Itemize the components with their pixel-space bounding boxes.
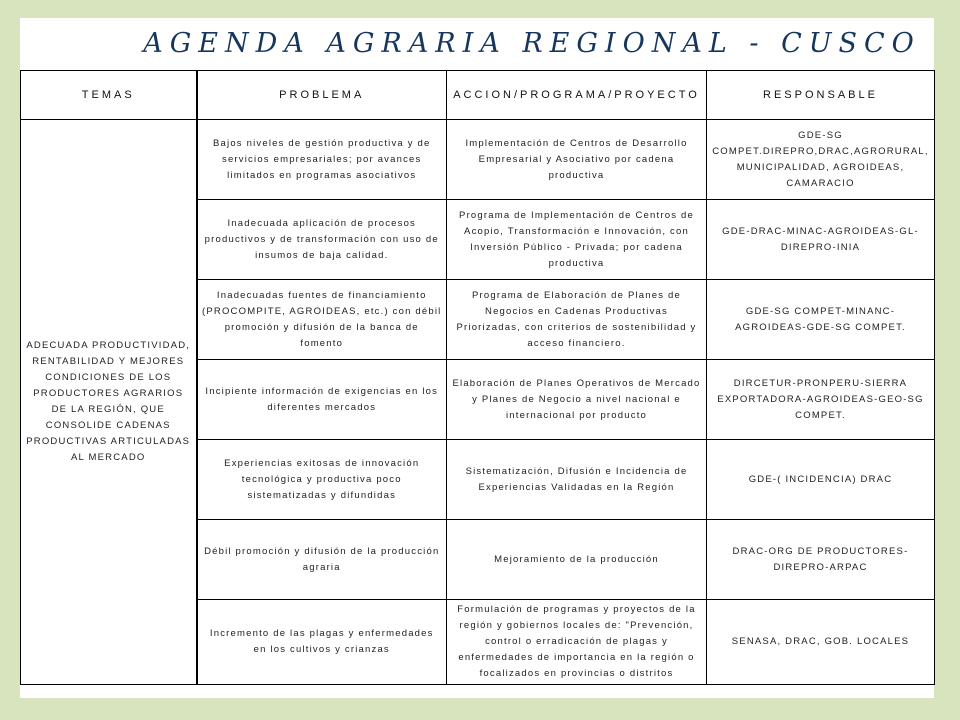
agenda-sheet [20, 18, 934, 698]
tema-cell: ADECUADA PRODUCTIVIDAD, RENTABILIDAD Y MEJORES CONDICIONES DE LOS PRODUCTORES AGRARIOS DE LA REGIÓN, QUE CONSOLIDE CADENAS PRODUCTIVAS ARTICULADAS AL MERCADO [21, 120, 197, 685]
accion-cell: Sistematización, Difusión e Incidencia de Experiencias Validadas en la Región [447, 440, 707, 520]
problema-cell: Incremento de las plagas y enfermedades en los cultivos y crianzas [197, 600, 447, 685]
accion-cell: Formulación de programas y proyectos de la región y gobiernos locales de: "Prevención, control o erradicación de plagas y enfermedades de importancia en la región o focalizados en provincias o distritos [447, 600, 707, 685]
accion-cell: Elaboración de Planes Operativos de Mercado y Planes de Negocio a nivel nacional e internacional por producto [447, 360, 707, 440]
table-row [21, 120, 935, 200]
responsable-cell: GDE-SG COMPET-MINANC-AGROIDEAS-GDE-SG COMPET. [707, 280, 935, 360]
responsable-cell: DRAC-ORG DE PRODUCTORES- DIREPRO-ARPAC [707, 520, 935, 600]
accion-cell: Implementación de Centros de Desarrollo Empresarial y Asociativo por cadena productiva [447, 120, 707, 200]
problema-cell: Inadecuadas fuentes de financiamiento (PROCOMPITE, AGROIDEAS, etc.) con débil promoción y difusión de la banca de fomento [197, 280, 447, 360]
problema-cell: Bajos niveles de gestión productiva y de servicios empresariales; por avances limitados en programas asociativos [197, 120, 447, 200]
responsable-cell: GDE-( INCIDENCIA) DRAC [707, 440, 935, 520]
responsable-cell: GDE-DRAC-MINAC-AGROIDEAS-GL-DIREPRO-INIA [707, 200, 935, 280]
header-row [21, 71, 935, 120]
header-responsable: RESPONSABLE [707, 71, 935, 120]
responsable-cell: DIRCETUR-PRONPERU-SIERRA EXPORTADORA-AGROIDEAS-GEO-SG COMPET. [707, 360, 935, 440]
header-accion: ACCION/PROGRAMA/PROYECTO [447, 71, 707, 120]
accion-cell: Programa de Implementación de Centros de Acopio, Transformación e Innovación, con Inversión Público - Privada; por cadena productiva [447, 200, 707, 280]
accion-cell: Programa de Elaboración de Planes de Negocios en Cadenas Productivas Priorizadas, con criterios de sostenibilidad y acceso financiero. [447, 280, 707, 360]
page-title: AGENDA AGRARIA REGIONAL - CUSCO [143, 28, 921, 59]
accion-cell: Mejoramiento de la producción [447, 520, 707, 600]
problema-cell: Inadecuada aplicación de procesos productivos y de transformación con uso de insumos de baja calidad. [197, 200, 447, 280]
problema-cell: Incipiente información de exigencias en los diferentes mercados [197, 360, 447, 440]
agenda-table [20, 70, 935, 685]
header-problema: PROBLEMA [197, 71, 447, 120]
responsable-cell: GDE-SG COMPET.DIREPRO,DRAC,AGRORURAL, MUNICIPALIDAD, AGROIDEAS, CAMARACIO [707, 120, 935, 200]
problema-cell: Débil promoción y difusión de la producción agraria [197, 520, 447, 600]
header-temas: TEMAS [21, 71, 197, 120]
problema-cell: Experiencias exitosas de innovación tecnológica y productiva poco sistematizadas y difundidas [197, 440, 447, 520]
responsable-cell: SENASA, DRAC, GOB. LOCALES [707, 600, 935, 685]
